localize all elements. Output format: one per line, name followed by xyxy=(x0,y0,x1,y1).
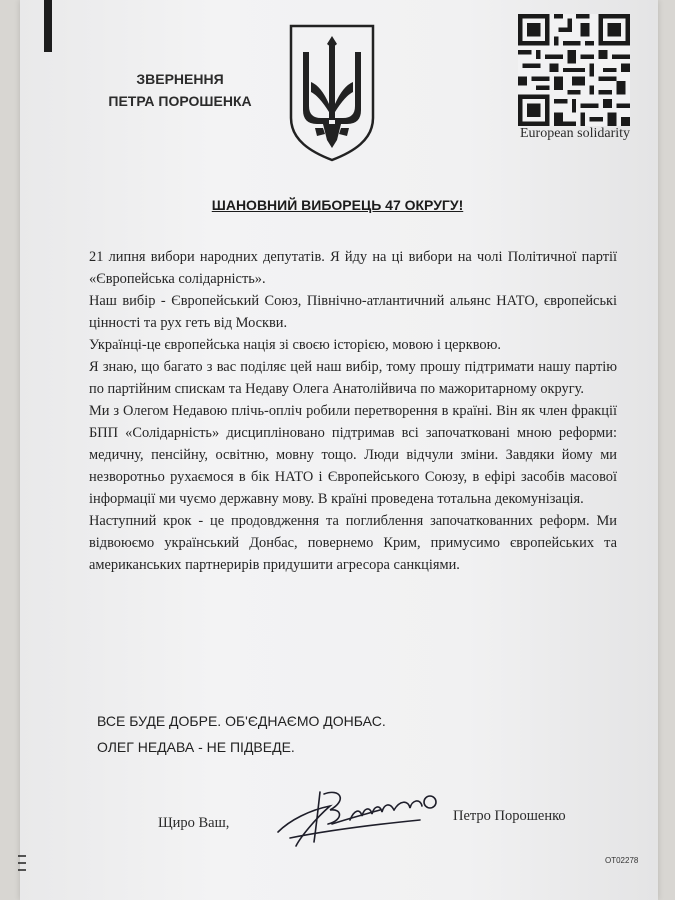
paragraph: Ми з Олегом Недавою плічь-опліч робили перетворення в країні. Він як член фракції БПП «Солідарність» дисципліновано підтримав всі започатковані мною реформи: медичну, пенсійну, освітню, мовну тощо. Люди відчули зміни. Завдяки йому ми незворотньо рухаємося в бік НАТО і Європейського Союзу, в ефірі засобів масової інформації ми чуємо державну мову. В країні проведена тотальна декомунізація. xyxy=(89,403,617,507)
print-code: ОТ02278 xyxy=(605,856,639,865)
paragraph: Я знаю, що багато з вас поділяє цей наш вибір, тому прошу підтримати нашу партію по партійним спискам та Недаву Олега Анатолійвича по мажоритарному округу. xyxy=(89,359,617,397)
signatory-name: Петро Порошенко xyxy=(453,808,566,824)
printed-bar xyxy=(44,0,52,52)
letter-body xyxy=(89,246,617,576)
header-title xyxy=(95,68,265,112)
paragraph: 21 липня вибори народних депутатів. Я йду на ці вибори на чолі Політичної партії «Європейська солідарність». xyxy=(89,249,617,287)
header-title-line1: ЗВЕРНЕННЯ xyxy=(136,71,224,87)
qr-code-icon xyxy=(518,14,630,126)
closing-slogans xyxy=(97,708,497,760)
header-title-line2: ПЕТРА ПОРОШЕНКА xyxy=(108,93,252,109)
greeting-heading: ШАНОВНИЙ ВИБОРЕЦЬ 47 ОКРУГУ! xyxy=(211,197,464,213)
paragraph: Наступний крок - це продовдження та поглиблення започаткованних реформ. Ми відвоюємо український Донбас, повернемо Крим, примусимо європейських та американських партнерирів придушити агресора санкціями. xyxy=(89,513,617,573)
sign-off-label: Щиро Ваш, xyxy=(158,815,230,831)
paragraph: Наш вибір - Європейський Союз, Північно-атлантичний альянс НАТО, європейські цінності та рух геть від Москви. xyxy=(89,293,617,331)
qr-caption: European solidarity xyxy=(519,126,631,141)
paragraph: Українці-це європейська нація зі своєю історією, мовою і церквою. xyxy=(89,337,501,353)
slogan-line: ВСЕ БУДЕ ДОБРЕ. ОБ'ЄДНАЄМО ДОНБАС. xyxy=(97,713,386,729)
handwritten-signature-icon xyxy=(270,780,440,850)
slogan-line: ОЛЕГ НЕДАВА - НЕ ПІДВЕДЕ. xyxy=(97,739,295,755)
fold-marks-icon xyxy=(18,854,26,872)
coat-of-arms-icon xyxy=(287,22,377,164)
